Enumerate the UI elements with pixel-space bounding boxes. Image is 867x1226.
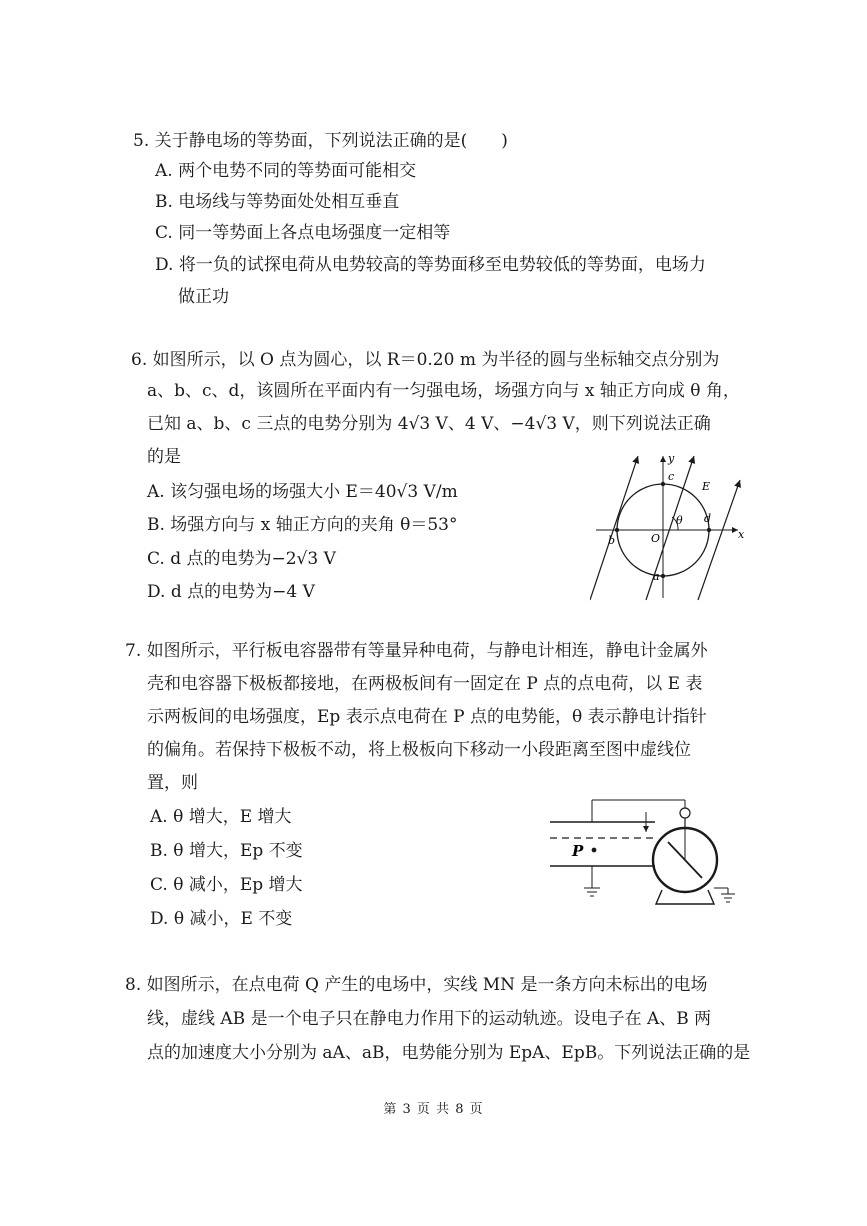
q5-stem: 5. 关于静电场的等势面，下列说法正确的是( ) bbox=[133, 131, 508, 151]
q7-option-d: D. θ 减小，E 不变 bbox=[150, 909, 293, 929]
q6-option-a: A. 该匀强电场的场强大小 E＝40√3 V/m bbox=[147, 482, 458, 502]
field-line-1 bbox=[590, 456, 638, 600]
label-O: O bbox=[651, 532, 661, 545]
q7-stem-line2: 壳和电容器下极板都接地，在两极板间有一固定在 P 点的点电荷，以 E 表 bbox=[147, 674, 703, 694]
q8-stem-line1: 8. 如图所示，在点电荷 Q 产生的电场中，实线 MN 是一条方向未标出的电场 bbox=[125, 975, 708, 995]
q7-stem-line3: 示两板间的电场强度，Ep 表示点电荷在 P 点的电势能，θ 表示静电计指针 bbox=[147, 707, 707, 727]
q7-capacitor-electrometer-figure bbox=[540, 790, 750, 915]
q7-option-c: C. θ 减小，Ep 增大 bbox=[150, 875, 303, 895]
label-b: b bbox=[608, 534, 616, 547]
q8-stem-line3: 点的加速度大小分别为 aA、aB，电势能分别为 EpA、EpB。下列说法正确的是 bbox=[147, 1043, 751, 1063]
point-d bbox=[707, 528, 711, 532]
label-y: y bbox=[668, 452, 675, 465]
q8-stem-line2: 线，虚线 AB 是一个电子只在静电力作用下的运动轨迹。设电子在 A、B 两 bbox=[147, 1009, 712, 1029]
q7-stem-line5: 置，则 bbox=[147, 773, 198, 793]
q5-option-a: A. 两个电势不同的等势面可能相交 bbox=[155, 161, 417, 181]
field-line-3 bbox=[698, 480, 740, 600]
label-x: x bbox=[738, 528, 745, 541]
label-a: a bbox=[653, 570, 660, 583]
q6-stem-line4: 的是 bbox=[147, 447, 181, 467]
point-c bbox=[661, 482, 665, 486]
point-P bbox=[592, 848, 597, 853]
q6-stem-line3: 已知 a、b、c 三点的电势分别为 4√3 V、4 V、−4√3 V，则下列说法正确 bbox=[147, 414, 711, 434]
q5-option-d: D. 将一负的试探电荷从电势较高的等势面移至电势较低的等势面，电场力 bbox=[155, 255, 706, 275]
electrometer-knob bbox=[680, 808, 690, 818]
q5-option-b: B. 电场线与等势面处处相互垂直 bbox=[155, 192, 400, 212]
label-E: E bbox=[702, 480, 711, 493]
q7-stem-line4: 的偏角。若保持下极板不动，将上极板向下移动一小段距离至图中虚线位 bbox=[147, 740, 691, 760]
point-b bbox=[615, 528, 619, 532]
q7-option-b: B. θ 增大，Ep 不变 bbox=[150, 841, 303, 861]
q6-circle-field-figure bbox=[590, 450, 750, 602]
q6-stem-line2: a、b、c、d，该圆所在平面内有一匀强电场，场强方向与 x 轴正方向成 θ 角， bbox=[147, 381, 740, 401]
q5-option-d-cont: 做正功 bbox=[178, 287, 229, 307]
point-a bbox=[661, 574, 665, 578]
q5-option-c: C. 同一等势面上各点电场强度一定相等 bbox=[155, 223, 451, 243]
label-c: c bbox=[668, 470, 675, 483]
q7-option-a: A. θ 增大，E 增大 bbox=[150, 807, 292, 827]
q6-option-c: C. d 点的电势为−2√3 V bbox=[147, 549, 336, 569]
page-footer: 第 3 页 共 8 页 bbox=[383, 1102, 484, 1117]
q7-stem-line1: 7. 如图所示，平行板电容器带有等量异种电荷，与静电计相连，静电计金属外 bbox=[125, 641, 708, 661]
q6-option-d: D. d 点的电势为−4 V bbox=[147, 582, 315, 602]
q6-stem-line1: 6. 如图所示，以 O 点为圆心，以 R＝0.20 m 为半径的圆与坐标轴交点分别为 bbox=[131, 350, 720, 370]
label-theta: θ bbox=[676, 514, 683, 527]
label-d: d bbox=[704, 512, 712, 525]
label-P: P bbox=[572, 842, 584, 860]
q6-option-b: B. 场强方向与 x 轴正方向的夹角 θ＝53° bbox=[147, 515, 458, 535]
